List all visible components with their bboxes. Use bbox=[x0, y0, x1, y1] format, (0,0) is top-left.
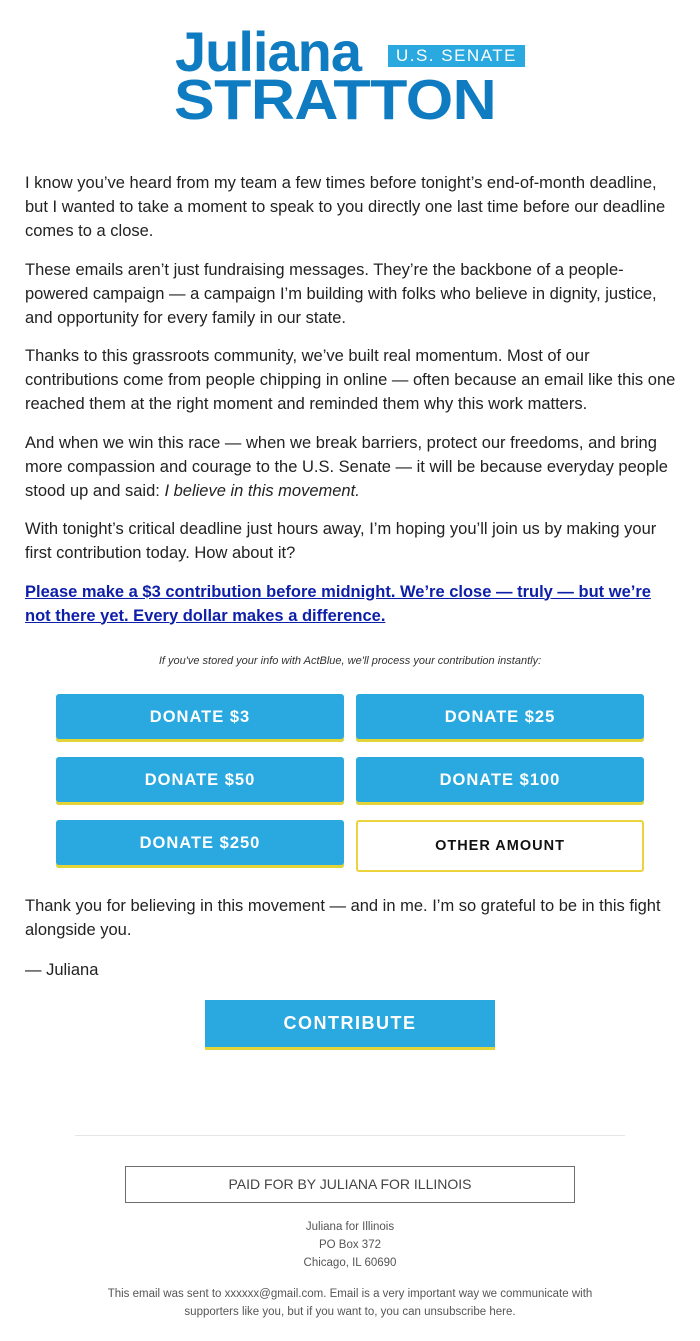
body-paragraph-1: I know you’ve heard from my team a few times before tonight’s end-of-month deadline, but I wanted to take a moment to speak to you directly one last time before our deadline comes to a close. bbox=[25, 174, 666, 240]
email-body bbox=[25, 171, 680, 628]
logo-first-name: Juliana bbox=[175, 20, 361, 83]
footer-sent-suffix: . Email is a very important way we communicate with supporters like you, but if you want to, you can bbox=[184, 1288, 593, 1318]
contribute-button[interactable]: CONTRIBUTE bbox=[205, 1000, 495, 1050]
mailing-address bbox=[0, 1218, 700, 1272]
contribute-link[interactable]: Please make a $3 contribution before midnight. We’re close — truly — but we’re not there yet. Every dollar makes a difference. bbox=[25, 582, 651, 625]
donate-250-button[interactable]: DONATE $250 bbox=[56, 820, 344, 868]
body-paragraph-4-text: And when we win this race — when we break barriers, protect our freedoms, and bring more compassion and courage to the U.S. Senate — it will be because everyday people stood up and said: bbox=[25, 433, 668, 500]
unsubscribe-link[interactable]: unsubscribe here bbox=[424, 1306, 513, 1318]
donate-3-button[interactable]: DONATE $3 bbox=[56, 694, 344, 742]
body-paragraph-3: Thanks to this grassroots community, we’ve built real momentum. Most of our contributions come from people chipping in online — often because an email like this one reached them at the right moment and reminded them why this work matters. bbox=[25, 347, 676, 413]
campaign-logo bbox=[174, 20, 530, 132]
other-amount-button[interactable]: OTHER AMOUNT bbox=[356, 820, 644, 872]
footer-end: . bbox=[512, 1306, 516, 1318]
recipient-email-link[interactable]: xxxxxx@gmail.com bbox=[224, 1288, 324, 1300]
footer-note bbox=[90, 1285, 610, 1321]
donate-50-button[interactable]: DONATE $50 bbox=[56, 757, 344, 805]
address-po-box: PO Box 372 bbox=[318, 1239, 381, 1251]
footer-divider bbox=[75, 1135, 625, 1136]
signature: — Juliana bbox=[25, 961, 99, 979]
actblue-note: If you've stored your info with ActBlue, we'll process your contribution instantly: bbox=[158, 655, 542, 667]
logo-senate-tag: U.S. SENATE bbox=[388, 45, 525, 67]
body-paragraph-4 bbox=[25, 431, 680, 503]
donate-25-button[interactable]: DONATE $25 bbox=[356, 694, 644, 742]
donate-100-button[interactable]: DONATE $100 bbox=[356, 757, 644, 805]
footer-sent-prefix: This email was sent to bbox=[107, 1288, 225, 1300]
address-city: Chicago, IL 60690 bbox=[303, 1257, 397, 1269]
address-org: Juliana for Illinois bbox=[305, 1221, 395, 1233]
body-paragraph-2: These emails aren’t just fundraising messages. They’re the backbone of a people-powered campaign — a campaign I’m building with folks who believe in dignity, justice, and opportunity for every family in our state. bbox=[25, 260, 657, 327]
logo-last-name: STRATTON bbox=[174, 68, 497, 132]
thank-you-text: Thank you for believing in this movement — and in me. I’m so grateful to be in this fight alongside you. bbox=[25, 897, 661, 939]
body-paragraph-4-italic: I believe in this movement. bbox=[164, 481, 360, 500]
paid-for-disclaimer: PAID FOR BY JULIANA FOR ILLINOIS bbox=[125, 1166, 575, 1203]
body-paragraph-5: With tonight’s critical deadline just hours away, I’m hoping you’ll join us by making your first contribution today. How about it? bbox=[25, 520, 657, 562]
